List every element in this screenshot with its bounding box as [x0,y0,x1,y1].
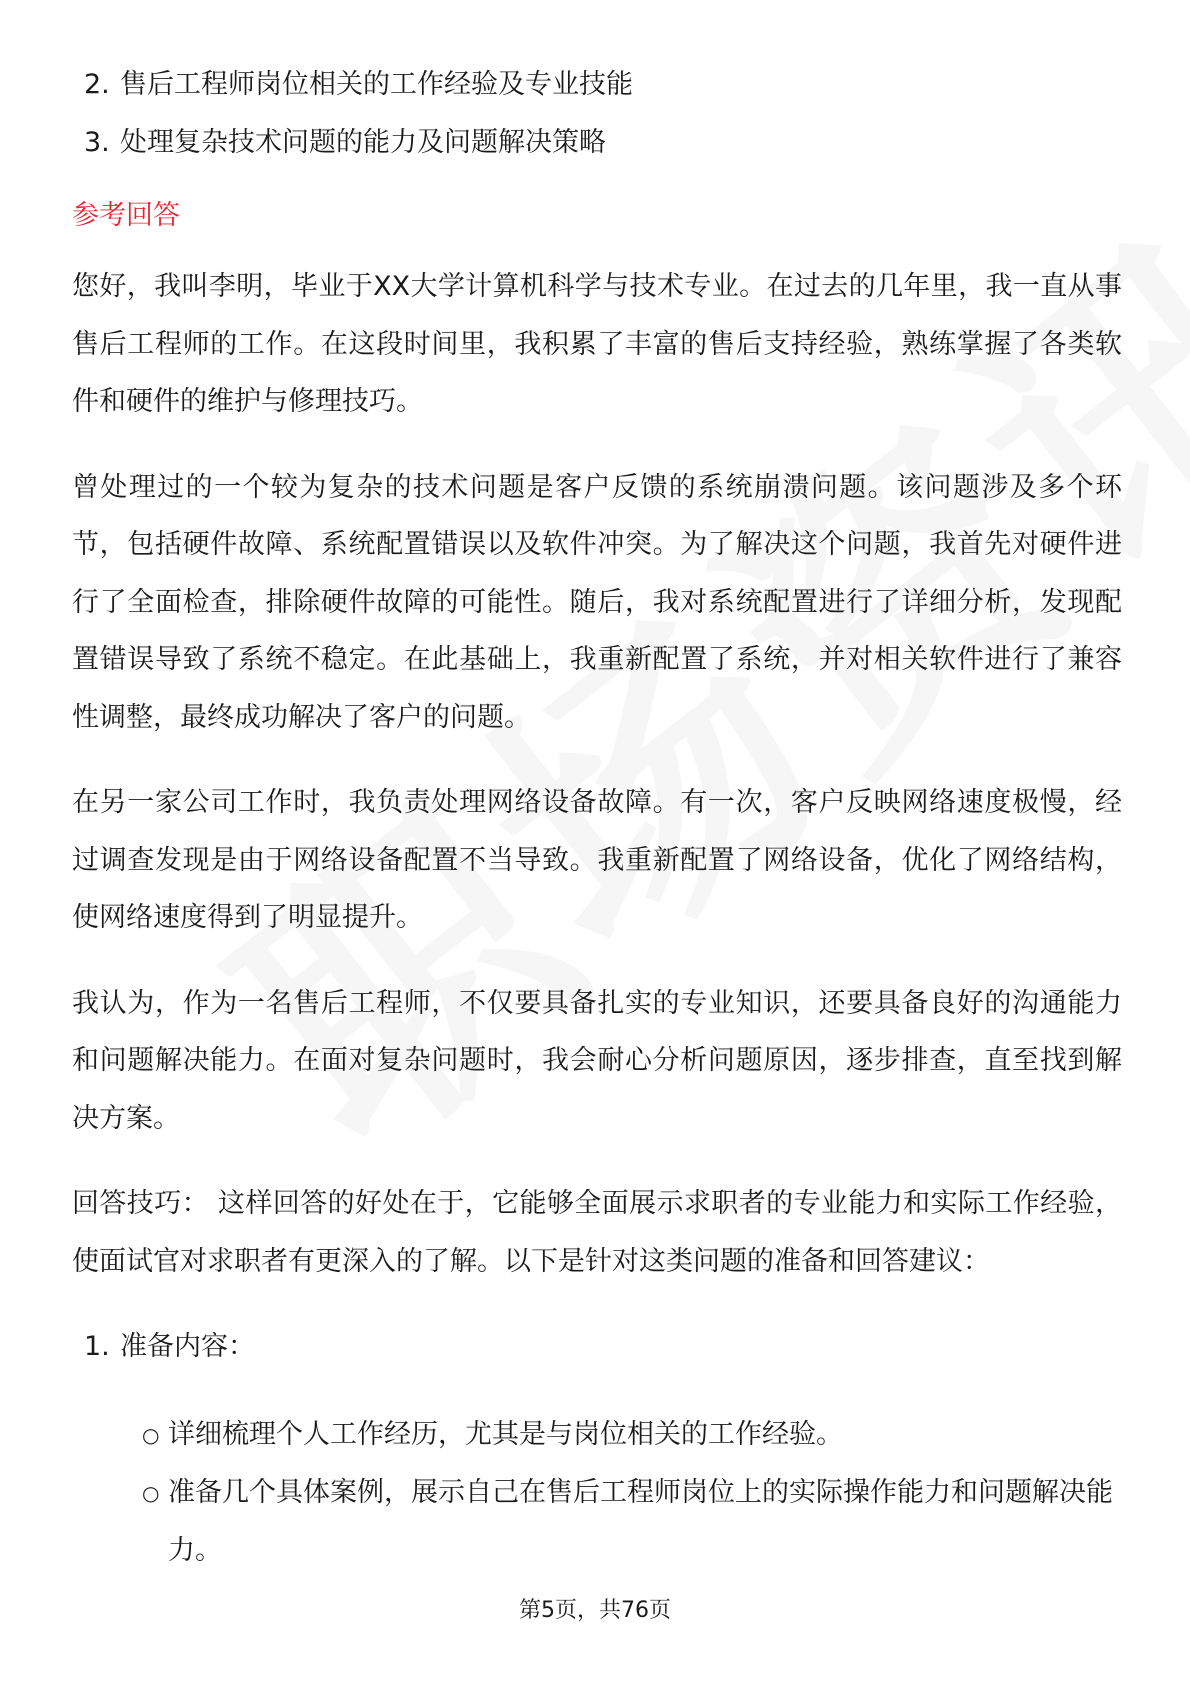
bullet-item [142,1406,1122,1464]
list-text: 准备内容： [120,1331,255,1362]
bullet-icon: ○ [142,1481,160,1505]
paragraph: 曾处理过的一个较为复杂的技术问题是客户反馈的系统崩溃问题。该问题涉及多个环节，包括硬件故障、系统配置错误以及软件冲突。为了解决这个问题，我首先对硬件进行了全面检查，排除硬件故障的可能性。随后，我对系统配置进行了详细分析，发现配置错误导致了系统不稳定。在此基础上，我重新配置了系统，并对相关软件进行了兼容性调整，最终成功解决了客户的问题。 [72,471,1122,733]
list-item [72,114,1122,172]
bullet-list [72,1406,1122,1580]
bullet-item [142,1464,1122,1580]
bullet-text: 准备几个具体案例，展示自己在售后工程师岗位上的实际操作能力和问题解决能力。 [168,1477,1113,1566]
page-content [72,56,1122,1580]
paragraph: 在另一家公司工作时，我负责处理网络设备故障。有一次，客户反映网络速度极慢，经过调查发现是由于网络设备配置不当导致。我重新配置了网络设备，优化了网络结构，使网络速度得到了明显提升。 [72,787,1122,933]
list-item [72,56,1122,114]
list-text: 处理复杂技术问题的能力及问题解决策略 [120,127,606,158]
list-number: 1. [84,1331,110,1362]
bullet-icon: ○ [142,1423,160,1447]
paragraph: 您好，我叫李明，毕业于XX大学计算机科学与技术专业。在过去的几年里，我一直从事售后工程师的工作。在这段时间里，我积累了丰富的售后支持经验，熟练掌握了各类软件和硬件的维护与修理技巧。 [72,271,1122,417]
list-number: 2. [84,69,110,100]
prep-list-item [72,1318,1122,1376]
tip-paragraph: 回答技巧： 这样回答的好处在于，它能够全面展示求职者的专业能力和实际工作经验，使面试官对求职者有更深入的了解。以下是针对这类问题的准备和回答建议： [72,1188,1122,1277]
paragraph: 我认为，作为一名售后工程师，不仅要具备扎实的专业知识，还要具备良好的沟通能力和问题解决能力。在面对复杂问题时，我会耐心分析问题原因，逐步排查，直至找到解决方案。 [72,987,1122,1134]
bullet-text: 详细梳理个人工作经历，尤其是与岗位相关的工作经验。 [168,1419,843,1450]
list-number: 3. [84,127,110,158]
page-footer: 第5页，共76页 [519,1598,671,1623]
list-text: 售后工程师岗位相关的工作经验及专业技能 [120,69,633,100]
section-title: 参考回答 [72,200,180,231]
